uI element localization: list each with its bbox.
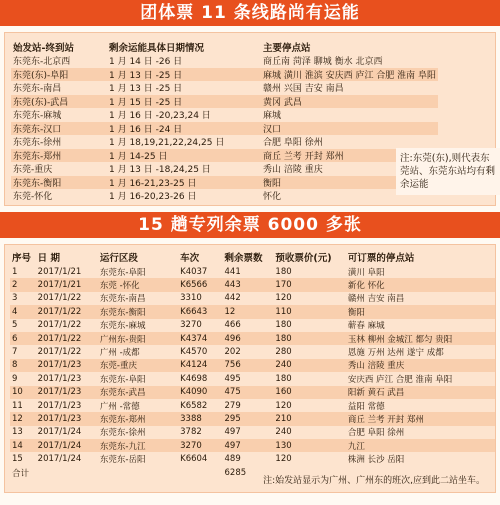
train-cell: 3782: [180, 427, 202, 438]
stops-cell: 蕲春 麻城: [347, 321, 385, 332]
section2-note: 注:始发站显示为广州、广州东的班次,应到此二站坐车。: [263, 476, 485, 486]
table-row: [11, 149, 438, 163]
table-row: [10, 292, 495, 305]
price-cell: 120: [275, 454, 292, 465]
table-row: [11, 135, 438, 149]
dates-cell: 1 月 16 日 -20,23,24 日: [109, 111, 211, 122]
route-cell: 东莞东-北京西: [13, 57, 71, 68]
train-cell: 3388: [178, 412, 222, 425]
route-cell: 东莞-怀化: [13, 192, 53, 203]
table-row: [10, 332, 495, 345]
stops-cell: 秀山 涪陵 重庆: [346, 359, 495, 372]
route-cell: 东莞东-汉口: [11, 122, 107, 136]
segment-cell: 东莞东-麻城: [99, 321, 146, 332]
index-cell: 11: [12, 400, 23, 411]
route-cell: 东莞东-麻城: [13, 111, 62, 122]
train-cell: K6604: [180, 454, 208, 465]
stops-cell: 恩施 万州 达州 遂宁 成都: [347, 348, 444, 359]
section1-panel: [4, 32, 496, 206]
section1-title: 团体票 11 条线路尚有运能: [0, 0, 500, 26]
table-row: [10, 426, 495, 439]
remaining-cell: 475: [223, 386, 274, 399]
date-cell: 2017/1/23: [36, 386, 98, 399]
dates-cell: 1 月 13 日 -18,24,25 日: [109, 165, 211, 176]
stops-cell: 潢川 阜阳: [347, 267, 385, 278]
segment-cell: 东莞东-武昌: [98, 386, 178, 399]
price-cell: 160: [273, 386, 345, 399]
index-cell: 14: [10, 439, 36, 452]
stops-cell: 商丘 兰考 开封 郑州: [346, 412, 495, 425]
date-cell: 2017/1/23: [36, 359, 98, 372]
date-cell: 2017/1/21: [36, 278, 98, 291]
price-cell: 180: [275, 266, 292, 277]
dates-cell: 1 月 16-21,23-25 日: [107, 176, 261, 190]
price-cell: 240: [275, 427, 292, 438]
index-cell: 1: [12, 266, 18, 277]
index-cell: 2: [10, 278, 36, 291]
train-cell: K4698: [180, 373, 208, 384]
stops-cell: 商丘南 菏泽 聊城 衡水 北京西: [263, 57, 383, 68]
segment-cell: 东莞东-九江: [98, 439, 178, 452]
index-cell: 13: [12, 427, 23, 438]
train-cell: K4570: [180, 347, 208, 358]
stops-cell: 玉林 柳州 金城江 都匀 贵阳: [346, 332, 495, 345]
header-dates: 剩余运能具体日期情况: [109, 42, 205, 54]
dates-cell: 1 月 16-20,23-26 日: [109, 192, 197, 203]
route-cell: 东莞东-郑州: [11, 149, 107, 163]
route-cell: 东莞东-徐州: [13, 138, 62, 149]
price-cell: 170: [273, 278, 345, 291]
date-cell: 2017/1/22: [37, 347, 82, 358]
stops-cell: 商丘 兰考 开封 郑州: [261, 149, 438, 163]
table-row: [11, 54, 438, 68]
header-date: 日 期: [37, 253, 60, 264]
table-row: [11, 68, 438, 82]
stops-cell: 麻城: [263, 111, 282, 122]
date-cell: 2017/1/22: [37, 320, 82, 331]
index-cell: 6: [10, 332, 36, 345]
special-train-table: [10, 249, 495, 479]
train-cell: K6643: [178, 305, 222, 318]
price-cell: 180: [275, 373, 292, 384]
index-cell: 3: [12, 293, 18, 304]
header-index: 序号: [12, 253, 32, 264]
train-cell: K6582: [180, 400, 208, 411]
section2-title: 15 趟专列余票 6000 多张: [0, 212, 500, 238]
price-cell: 180: [275, 320, 292, 331]
stops-cell: 株洲 长沙 岳阳: [347, 455, 405, 466]
date-cell: 2017/1/23: [37, 400, 82, 411]
stops-cell: 益阳 常德: [347, 401, 385, 412]
train-cell: K4090: [178, 386, 222, 399]
price-cell: 130: [273, 439, 345, 452]
table-row: [10, 386, 495, 399]
segment-cell: 东莞东-衡阳: [98, 305, 178, 318]
header-stops: 可订票的停点站: [347, 253, 415, 264]
price-cell: 180: [273, 332, 345, 345]
segment-cell: 东莞东-阜阳: [99, 267, 146, 278]
train-cell: K4374: [178, 332, 222, 345]
total-label: 合计: [12, 468, 30, 479]
date-cell: 2017/1/22: [36, 305, 98, 318]
route-cell: 东莞东-衡阳: [11, 176, 107, 190]
index-cell: 7: [12, 347, 18, 358]
stops-cell: 麻城 潢川 淮滨 安庆西 庐江 合肥 淮南 阜阳: [261, 68, 438, 82]
price-cell: 120: [275, 400, 292, 411]
stops-cell: 怀化: [263, 192, 282, 203]
dates-cell: 1 月 14 日 -26 日: [109, 57, 183, 68]
table-row: [11, 108, 438, 122]
index-cell: 10: [10, 386, 36, 399]
index-cell: 9: [12, 373, 18, 384]
remaining-cell: 202: [224, 347, 241, 358]
segment-cell: 东莞东-南昌: [99, 294, 146, 305]
segment-cell: 东莞 -怀化: [98, 278, 178, 291]
table-row: [10, 359, 495, 372]
group-ticket-table: [11, 39, 438, 203]
date-cell: 2017/1/22: [37, 293, 82, 304]
table-row: [10, 439, 495, 452]
table-row: [11, 176, 438, 190]
table-row: [11, 81, 438, 95]
table-row: [10, 452, 495, 465]
stops-cell: 衡阳: [346, 305, 495, 318]
route-cell: 东莞(东)-武昌: [11, 95, 107, 109]
stops-cell: 安庆西 庐江 合肥 淮南 阜阳: [347, 374, 453, 385]
stops-cell: 汉口: [261, 122, 438, 136]
dates-cell: 1 月 16 日 -24 日: [107, 122, 261, 136]
stops-cell: 黄冈 武昌: [261, 95, 438, 109]
table-row: [10, 345, 495, 358]
table-row: [10, 399, 495, 412]
table-row: [10, 319, 495, 332]
dates-cell: 1 月 13 日 -25 日: [107, 68, 261, 82]
table-row: [10, 412, 495, 425]
section2-panel: [4, 244, 496, 493]
route-cell: 东莞(东)-阜阳: [11, 68, 107, 82]
index-cell: 15: [12, 454, 23, 465]
segment-cell: 广州 -成都: [99, 348, 140, 359]
train-cell: K4124: [178, 359, 222, 372]
route-cell: 东莞-重庆: [13, 165, 53, 176]
header-remaining: 剩余票数: [224, 253, 263, 264]
train-cell: 3310: [180, 293, 202, 304]
index-cell: 5: [12, 320, 18, 331]
segment-cell: 东莞东-阜阳: [99, 374, 146, 385]
stops-cell: 合肥 阜阳 徐州: [263, 138, 323, 149]
remaining-cell: 466: [224, 320, 241, 331]
train-cell: 3270: [180, 320, 202, 331]
segment-cell: 广州 -常德: [99, 401, 140, 412]
stops-cell: 秀山 涪陵 重庆: [263, 165, 323, 176]
table-row: [11, 95, 438, 109]
remaining-cell: 496: [223, 332, 274, 345]
header-price: 预收票价(元): [275, 253, 332, 264]
stops-cell: 赣州 吉安 南昌: [347, 294, 405, 305]
stops-cell: 阳新 黄石 武昌: [346, 386, 495, 399]
header-train: 车次: [180, 253, 200, 264]
remaining-cell: 441: [224, 266, 241, 277]
index-cell: 4: [10, 305, 36, 318]
dates-cell: 1 月 18,19,21,22,24,25 日: [109, 138, 225, 149]
remaining-cell: 756: [223, 359, 274, 372]
table-row: [10, 372, 495, 385]
segment-cell: 东莞-重庆: [98, 359, 178, 372]
route-cell: 东莞东-南昌: [13, 84, 62, 95]
total-value: 6285: [224, 467, 247, 478]
table-header-row: [11, 39, 438, 54]
price-cell: 280: [275, 347, 292, 358]
segment-cell: 东莞东-岳阳: [99, 455, 146, 466]
train-cell: K4037: [180, 266, 208, 277]
table-row: [10, 305, 495, 318]
header-stops: 主要停点站: [263, 42, 311, 54]
dates-cell: 1 月 13 日 -25 日: [109, 84, 183, 95]
date-cell: 2017/1/24: [36, 439, 98, 452]
segment-cell: 广州东-贵阳: [98, 332, 178, 345]
section1-note: 注:东莞(东),则代表东莞站、东莞东站均有剩余运能: [396, 148, 500, 195]
remaining-cell: 489: [224, 454, 241, 465]
date-cell: 2017/1/24: [37, 427, 82, 438]
remaining-cell: 442: [224, 293, 241, 304]
table-row: [10, 278, 495, 291]
remaining-cell: 495: [224, 373, 241, 384]
table-header-row: [10, 249, 495, 265]
stops-cell: 合肥 阜阳 徐州: [347, 428, 405, 439]
stops-cell: 衡阳: [261, 176, 438, 190]
stops-cell: 新化 怀化: [346, 278, 495, 291]
table-row: [11, 162, 438, 176]
price-cell: 210: [273, 412, 345, 425]
stops-cell: 赣州 兴国 吉安 南昌: [263, 84, 344, 95]
remaining-cell: 279: [224, 400, 241, 411]
price-cell: 110: [273, 305, 345, 318]
dates-cell: 1 月 15 日 -25 日: [107, 95, 261, 109]
segment-cell: 东莞东-徐州: [99, 428, 146, 439]
date-cell: 2017/1/22: [36, 332, 98, 345]
date-cell: 2017/1/23: [37, 373, 82, 384]
index-cell: 12: [10, 412, 36, 425]
remaining-cell: 295: [223, 412, 274, 425]
table-row: [11, 189, 438, 203]
price-cell: 240: [273, 359, 345, 372]
remaining-cell: 497: [223, 439, 274, 452]
train-cell: 3270: [178, 439, 222, 452]
index-cell: 8: [10, 359, 36, 372]
dates-cell: 1 月 14-25 日: [107, 149, 261, 163]
remaining-cell: 12: [223, 305, 274, 318]
table-row: [11, 122, 438, 136]
price-cell: 120: [275, 293, 292, 304]
date-cell: 2017/1/21: [37, 266, 82, 277]
segment-cell: 东莞东-郑州: [98, 412, 178, 425]
remaining-cell: 497: [224, 427, 241, 438]
stops-cell: 九江: [346, 439, 495, 452]
header-segment: 运行区段: [99, 253, 138, 264]
remaining-cell: 443: [223, 278, 274, 291]
table-row: [10, 265, 495, 278]
header-route: 始发站-终到站: [13, 42, 74, 54]
train-cell: K6566: [178, 278, 222, 291]
date-cell: 2017/1/24: [37, 454, 82, 465]
date-cell: 2017/1/23: [36, 412, 98, 425]
